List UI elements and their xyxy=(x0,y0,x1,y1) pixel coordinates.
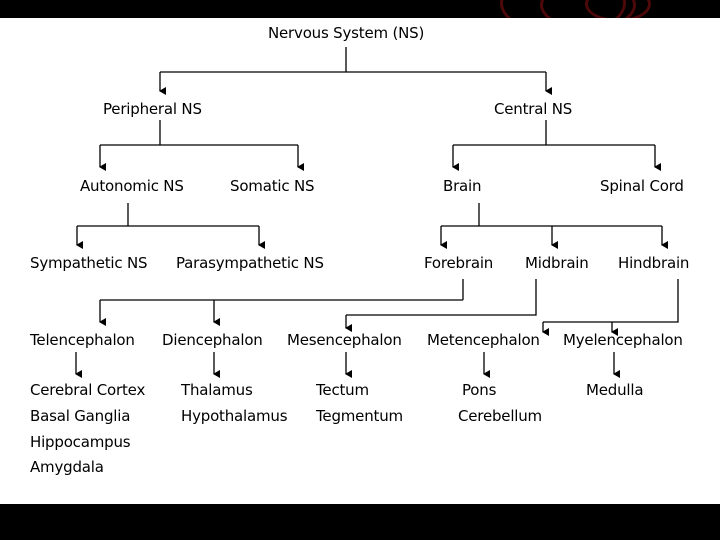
node-peripheral-ns: Peripheral NS xyxy=(103,100,202,118)
node-spinal-cord: Spinal Cord xyxy=(600,177,684,195)
connector-central xyxy=(453,120,655,145)
node-brain: Brain xyxy=(443,177,482,195)
structure-thalamus: Thalamus xyxy=(181,381,253,399)
node-mesencephalon: Mesencephalon xyxy=(287,331,402,349)
connector-autonomic xyxy=(77,203,259,226)
node-telencephalon: Telencephalon xyxy=(30,331,135,349)
structure-medulla: Medulla xyxy=(586,381,644,399)
structure-pons: Pons xyxy=(462,381,497,399)
node-hindbrain: Hindbrain xyxy=(618,254,690,272)
structure-cerebral-cortex: Cerebral Cortex xyxy=(30,381,146,399)
structure-basal-ganglia: Basal Ganglia xyxy=(30,407,131,425)
structure-amygdala: Amygdala xyxy=(30,458,104,476)
structure-tectum: Tectum xyxy=(316,381,369,399)
connector-midbrain xyxy=(346,279,536,315)
connector-forebrain xyxy=(100,279,463,300)
structure-tegmentum: Tegmentum xyxy=(316,407,403,425)
node-somatic-ns: Somatic NS xyxy=(230,177,315,195)
structure-hippocampus: Hippocampus xyxy=(30,433,131,451)
node-forebrain: Forebrain xyxy=(424,254,494,272)
node-metencephalon: Metencephalon xyxy=(427,331,540,349)
node-nervous-system: Nervous System (NS) xyxy=(268,24,425,42)
connector-hindbrain xyxy=(543,279,678,322)
connector-peripheral xyxy=(100,120,298,145)
node-autonomic-ns: Autonomic NS xyxy=(80,177,184,195)
connector-root xyxy=(160,47,546,72)
structure-cerebellum: Cerebellum xyxy=(458,407,542,425)
node-diencephalon: Diencephalon xyxy=(162,331,263,349)
node-sympathetic-ns: Sympathetic NS xyxy=(30,254,148,272)
node-parasympathetic-ns: Parasympathetic NS xyxy=(176,254,324,272)
node-midbrain: Midbrain xyxy=(525,254,589,272)
connector-brain xyxy=(441,203,662,226)
node-myelencephalon: Myelencephalon xyxy=(563,331,683,349)
node-central-ns: Central NS xyxy=(494,100,573,118)
structure-hypothalamus: Hypothalamus xyxy=(181,407,288,425)
